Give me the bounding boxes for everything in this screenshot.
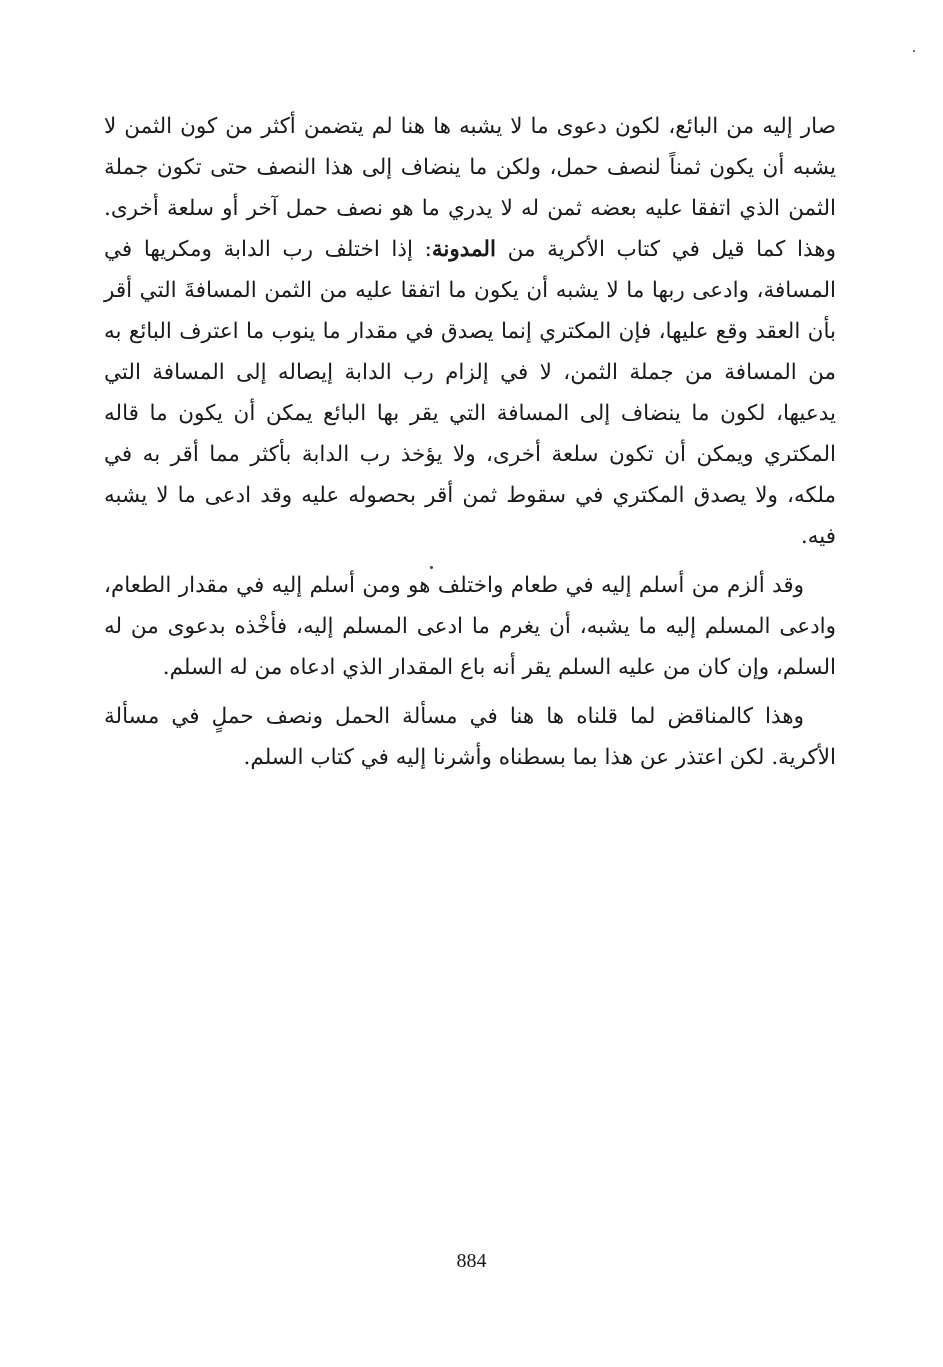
bold-term-mudawwana: المدونة bbox=[431, 237, 496, 262]
paragraph-2: وقد ألزم من أسلم إليه في طعام واختلف هو ومن أسلم إليه في مقدار الطعام، وادعى المسلم إليه ما يشبه، أن يغرم ما ادعى المسلم إليه، فأخْذه بدعوى من له السلم، وإن كان من عليه السلم يقر أنه باع المقدار الذي ادعاه من له السلم. bbox=[104, 573, 836, 680]
scan-speck bbox=[913, 50, 915, 52]
paragraph-1 bbox=[104, 106, 836, 557]
scan-speck bbox=[430, 566, 433, 569]
body-text bbox=[104, 106, 836, 786]
paragraph-1-text-after: : إذا اختلف رب الدابة ومكريها في المسافة، وادعى ربها ما لا يشبه أن يكون ما اتفقا عليه من الثمن المسافةَ التي أقر بأن العقد وقع عليها، فإن المكتري إنما يصدق في مقدار ما ينوب ما اعترف البائع به من المسافة من جملة الثمن، لا في إلزام رب الدابة إيصاله إلى المسافة التي يدعيها، لكون ما ينضاف إلى المسافة التي يقر بها البائع يمكن أن يكون ما قاله المكتري ويمكن أن تكون سلعة أخرى، ولا يؤخذ رب الدابة بأكثر مما أقر به في ملكه، ولا يصدق المكتري في سقوط ثمن أقر بحصوله عليه وقد ادعى ما لا يشبه فيه. bbox=[104, 237, 836, 549]
page-number: 884 bbox=[456, 1250, 487, 1272]
paragraph-3: وهذا كالمناقض لما قلناه ها هنا في مسألة الحمل ونصف حملٍ في مسألة الأكرية. لكن اعتذر عن هذا بما بسطناه وأشرنا إليه في كتاب السلم. bbox=[104, 704, 836, 770]
paragraph-1-text-before: صار إليه من البائع، لكون دعوى ما لا يشبه ها هنا لم يتضمن أكثر من كون الثمن لا يشبه أن يكون ثمناً لنصف حمل، ولكن ما ينضاف إلى هذا النصف حتى تكون جملة الثمن الذي اتفقا عليه بعضه ثمن له لا يدري ما هو نصف حمل آخر أو سلعة أخرى. وهذا كما قيل في كتاب الأكرية من bbox=[104, 114, 837, 262]
